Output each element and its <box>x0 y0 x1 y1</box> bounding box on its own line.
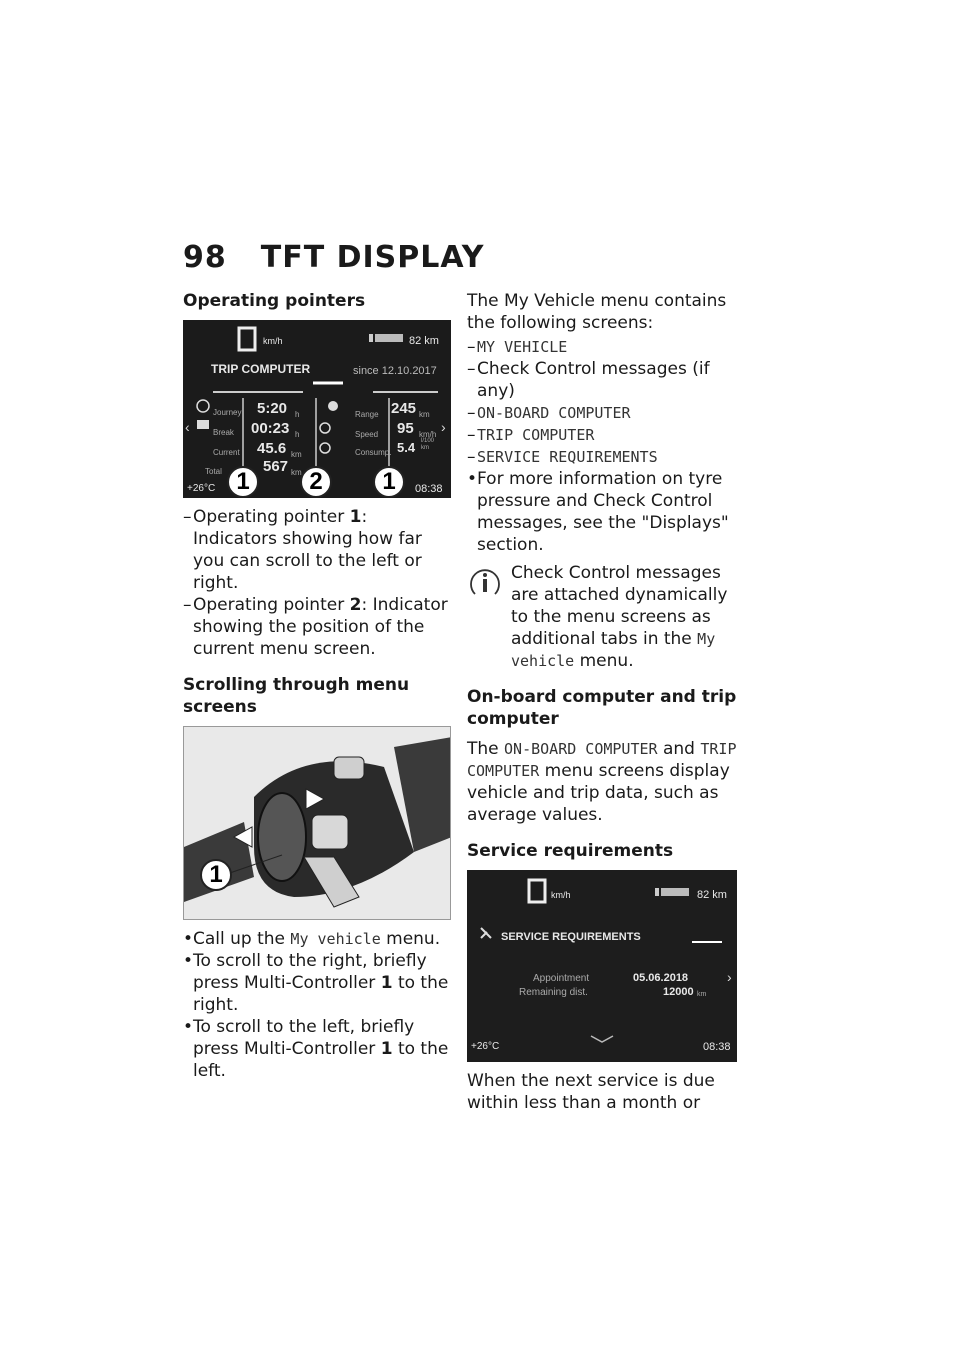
remaining-value: 12000 <box>663 986 694 998</box>
appointment-label: Appointment <box>533 973 590 984</box>
row-value: 5.4 <box>397 440 416 455</box>
temperature: +26°C <box>471 1041 500 1052</box>
range-readout: 82 km <box>409 335 439 347</box>
closing-text: When the next service is due within less than a month or <box>467 1071 715 1113</box>
right-column <box>467 290 737 1122</box>
list-item: – ON-BOARD COMPUTER <box>467 402 737 424</box>
row-value: 45.6 <box>257 440 287 457</box>
list-item: – Check Control messages (if any) <box>467 358 737 402</box>
row-value: 95 <box>397 420 414 437</box>
row-value: 00:23 <box>251 420 290 437</box>
row-unit: km <box>291 468 302 477</box>
row-unit: h <box>295 430 300 439</box>
handlebar-controller-figure <box>183 726 451 920</box>
temperature: +26°C <box>187 483 216 494</box>
row-label: Current <box>213 448 240 457</box>
callout-1-right: 1 <box>373 466 405 498</box>
svg-text:›: › <box>727 969 732 985</box>
pointer-list <box>183 506 453 660</box>
left-column <box>183 290 453 1082</box>
onboard-text: The ON-BOARD COMPUTER and TRIP COMPUTER menu screens display vehicle and trip data, such as average values. <box>467 739 737 825</box>
remaining-label: Remaining dist. <box>519 987 588 998</box>
screen-title: SERVICE REQUIREMENTS <box>501 931 641 943</box>
callout-1-left: 1 <box>227 466 259 498</box>
controller-illustration <box>184 727 451 920</box>
row-label: Break <box>213 428 234 437</box>
page-number: 98 <box>183 240 227 275</box>
svg-text:›: › <box>441 419 446 435</box>
page-header <box>183 240 484 275</box>
since-date: since 12.10.2017 <box>353 365 437 377</box>
row-unit: km <box>419 410 430 419</box>
page-title: TFT DISPLAY <box>260 240 485 275</box>
list-item: • For more information on tyre pressure and Check Control messages, see the "Displays" section. <box>467 468 737 556</box>
info-icon <box>467 564 503 600</box>
row-label: Range <box>355 410 379 419</box>
row-label: Consump. <box>355 448 392 457</box>
heading-operating-pointers: Operating pointers <box>183 291 366 311</box>
callout-multi-controller: 1 <box>200 859 232 891</box>
speed-unit: km/h <box>263 336 283 346</box>
callout-2: 2 <box>300 466 332 498</box>
list-item: – Operating pointer 1: Indicators showing how far you can scroll to the left or right. <box>183 506 453 594</box>
remaining-unit: km <box>697 991 707 998</box>
list-item: – MY VEHICLE <box>467 336 737 358</box>
info-note <box>467 562 737 672</box>
list-item: • To scroll to the left, briefly press Multi-Controller 1 to the left. <box>183 1016 453 1082</box>
row-value: 567 <box>263 458 289 475</box>
row-label: Journey <box>213 408 242 417</box>
appointment-value: 05.06.2018 <box>633 972 689 984</box>
list-item: – SERVICE REQUIREMENTS <box>467 446 737 468</box>
svg-text:‹: ‹ <box>185 419 190 435</box>
service-requirements-figure <box>467 870 737 1062</box>
row-label: Total <box>205 467 222 476</box>
screens-list <box>467 336 737 468</box>
list-item: – TRIP COMPUTER <box>467 424 737 446</box>
screen-title: TRIP COMPUTER <box>211 362 311 376</box>
row-value: 245 <box>391 400 417 417</box>
list-item: – Operating pointer 2: Indicator showing the position of the current menu screen. <box>183 594 453 660</box>
heading-service: Service requirements <box>467 841 674 861</box>
info-bullet <box>467 468 737 556</box>
heading-scrolling: Scrolling through menu screens <box>183 675 410 717</box>
trip-computer-figure <box>183 320 451 498</box>
intro-text: The My Vehicle menu contains the following screens: <box>467 291 727 333</box>
row-unit: km <box>291 450 302 459</box>
clock-time: 08:38 <box>415 483 443 495</box>
heading-onboard: On-board computer and trip computer <box>467 687 737 729</box>
scroll-steps <box>183 928 453 1082</box>
clock-time: 08:38 <box>703 1041 731 1053</box>
range-readout: 82 km <box>697 889 727 901</box>
list-item: • To scroll to the right, briefly press Multi-Controller 1 to the right. <box>183 950 453 1016</box>
list-item: • Call up the My vehicle menu. <box>183 928 453 950</box>
row-label: Speed <box>355 430 379 439</box>
speed-unit: km/h <box>551 890 571 900</box>
row-unit: h <box>295 410 300 419</box>
note-text: Check Control messages are attached dynamically to the menu screens as additional tabs in the My vehicle menu. <box>511 563 728 671</box>
row-unit: l/100 km <box>421 438 435 451</box>
row-unit: km/h <box>419 430 437 439</box>
row-value: 5:20 <box>257 400 288 417</box>
